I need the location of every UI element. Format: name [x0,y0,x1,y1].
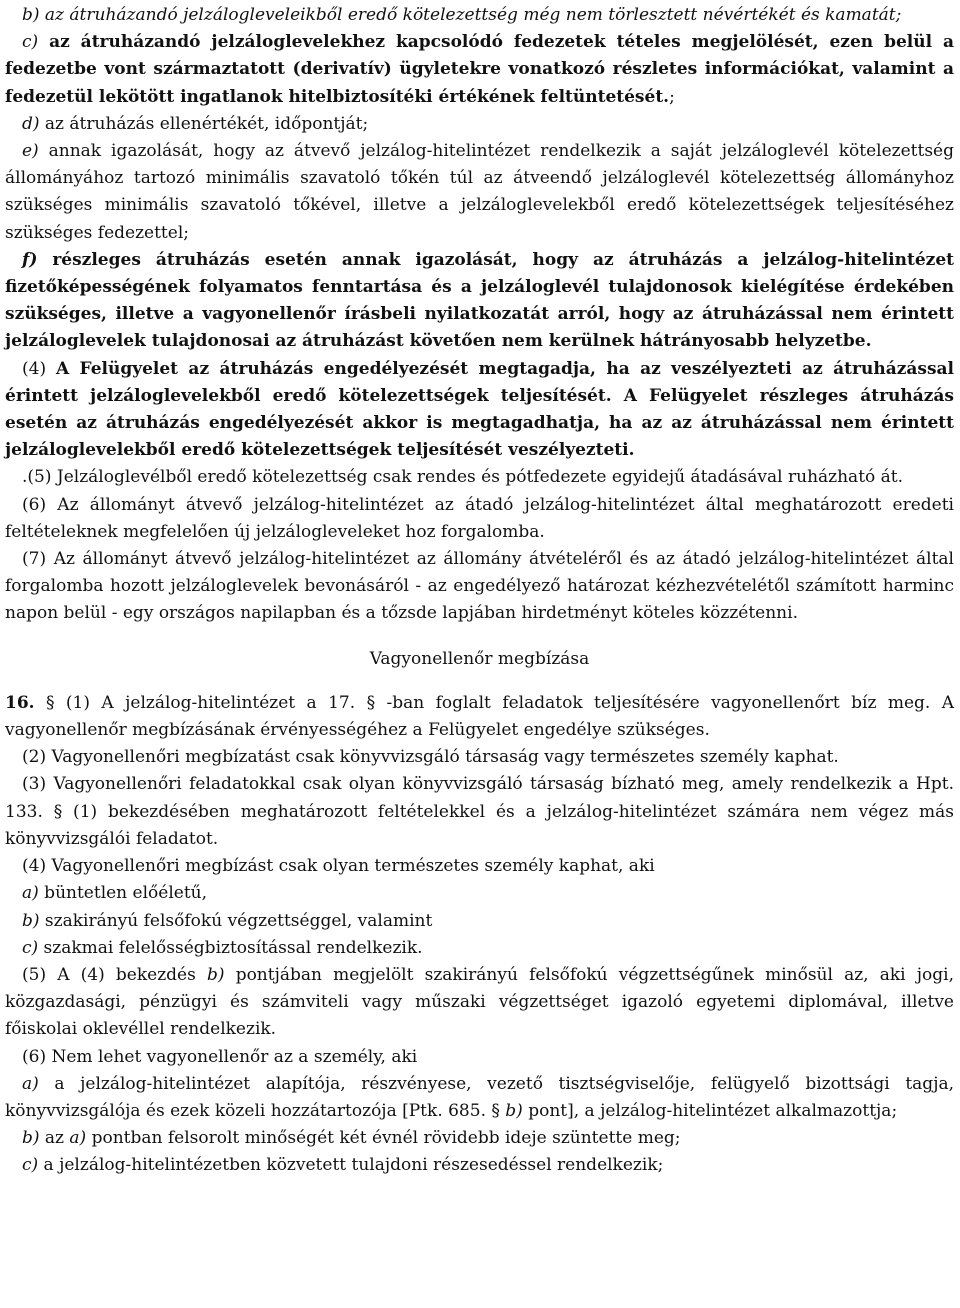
section-16-paragraph-1 [5,690,954,744]
text-segment: az átruházandó jelzálogleveleikből eredő kötelezettség még nem törlesztett névértékét és kamatát; [39,5,902,25]
text-segment: (3) Vagyonellenőri feladatokkal csak olyan könyvvizsgáló társaság bízható meg, amely rendelkezik a Hpt. 133. § (1) bekezdésében meghatározott feltételekkel és a jelzálog-hitelintézet számára nem végez más könyvvizsgálói feladatot. [5,774,954,849]
text-segment: pont], a jelzálog-hitelintézet alkalmazottja; [522,1100,898,1121]
paragraph-6 [5,492,954,546]
text-segment: a jelzálog-hitelintézetben közvetett tulajdoni részesedéssel rendelkezik; [38,1155,664,1176]
text-segment: részleges átruházás esetén annak igazolását, hogy az átruházás a jelzálog-hitelintézet fizetőképességének folyamatos fenntartása és a jelzáloglevél tulajdonosok kielégítése érdekében szükséges, illetve a vagyonellenőr írásbeli nyilatkozatát arról, hogy az átruházással nem érintett jelzáloglevelek tulajdonosai az átruházást követően nem kerülnek hátrányosabb helyzetbe. [5,249,954,352]
text-segment: b) [22,1128,40,1149]
text-segment: (6) Az állományt átvevő jelzálog-hitelintézet az átadó jelzálog-hitelintézet által meghatározott eredeti feltételeknek megfelelően új jelzálogleveleket hoz forgalomba. [5,494,954,542]
exclusion-c [5,1152,954,1179]
text-segment: az [39,1128,70,1149]
section-16-paragraph-5 [5,962,954,1044]
text-segment: szakmai felelősségbiztosítással rendelkezik. [38,937,423,958]
paragraph-4 [5,356,954,465]
text-segment: c) [22,32,39,53]
text-segment: (7) Az állományt átvevő jelzálog-hitelintézet az állomány átvételéről és az átadó jelzálog-hitelintézet által forgalomba hozott jelzáloglevelek bevonásáról - az engedélyező határozat kézhezvételétől számított harminc napon belül - egy országos napilapban és a tőzsde lapjában hirdetményt köteles közzétenni. [5,549,954,624]
text-segment: f) [22,249,38,270]
text-segment: büntetlen előéletű, [38,883,208,904]
item-b [5,908,954,935]
text-segment: b) [22,910,40,931]
text-segment: ; [669,86,675,107]
text-segment: szakirányú felsőfokú végzettséggel, valamint [39,910,433,931]
text-segment: d) [22,113,40,134]
text-segment: (2) Vagyonellenőri megbízatást csak könyvvizsgáló társaság vagy természetes személy kaphat. [22,747,839,768]
text-segment: pontban felsorolt minőségét két évnél rövidebb ideje szüntette meg; [86,1128,681,1149]
text-segment: annak igazolását, hogy az átvevő jelzálog-hitelintézet rendelkezik a saját jelzáloglevél kötelezettség állományához tartozó minimális szavatoló tőkén túl az átveendő jelzáloglevél kötelezettség állományhoz szükséges minimális szavatoló tőkével, illetve a jelzáloglevelekből eredő kötelezettségek teljesítéséhez szükséges fedezettel; [5,141,954,243]
text-segment: a) [22,883,39,904]
text-segment: b) [207,964,225,985]
text-segment: (4) Vagyonellenőri megbízást csak olyan természetes személy kaphat, aki [22,856,655,877]
item-c [5,935,954,962]
text-segment: c) [22,1155,39,1176]
text-segment: a jelzálog-hitelintézet alapítója, részvényese, vezető tisztségviselője, felügyelő bizottsági tagja, könyvvizsgálója és ezek közeli hozzátartozója [Ptk. 685. § [5,1073,954,1121]
text-segment: c) [22,937,39,958]
section-16-paragraph-2 [5,744,954,771]
text-segment: e) [22,141,39,162]
section-heading: Vagyonellenőr megbízása [369,648,590,669]
clause-c [5,29,954,111]
text-segment: b) [505,1100,523,1121]
paragraph-7 [5,546,954,628]
text-segment: pontjában megjelölt szakirányú felsőfokú végzettségűnek minősül az, aki jogi, közgazdasági, pénzügyi és számviteli vagy műszaki végzettséget igazoló egyetemi diplomával, illetve főiskolai oklevéllel rendelkezik. [5,964,955,1040]
text-segment: 16. [5,692,35,713]
text-segment: (4) [22,358,56,379]
text-segment: a) [22,1073,39,1094]
exclusion-a [5,1071,954,1125]
text-segment: .(5) Jelzáloglevélből eredő kötelezettség csak rendes és pótfedezete egyidejű átadásával ruházható át. [22,467,904,488]
clause-f [5,247,954,356]
text-segment: A Felügyelet az átruházás engedélyezését megtagadja, ha az veszélyezteti az átruházással érintett jelzáloglevelekből eredő kötelezettségek teljesítését. A Felügyelet részleges átruházás esetén az átruházás engedélyezését akkor is megtagadhatja, ha az az átruházással nem érintett jelzáloglevelekből eredő kötelezettségek teljesítését veszélyezteti. [5,358,954,461]
section-16-paragraph-6 [5,1044,954,1071]
section-16-paragraph-4 [5,853,954,880]
text-segment: b) [22,5,40,25]
section-16-paragraph-3 [5,771,954,853]
exclusion-b [5,1125,954,1152]
text-segment: (5) A (4) bekezdés [22,964,208,985]
text-segment: (6) Nem lehet vagyonellenőr az a személy, aki [22,1046,418,1067]
clause-d [5,111,954,138]
text-segment: az átruházás ellenértékét, időpontját; [39,113,369,134]
section-transfer-conditions [5,2,954,628]
paragraph-5 [5,464,954,491]
item-a [5,880,954,907]
text-segment: az átruházandó jelzáloglevelekhez kapcsolódó fedezetek tételes megjelölését, ezen belül a fedezetbe vont származtatott (derivatív) ügyletekre vonatkozó részletes információkat, valamint a fedezetül lekötött ingatlanok hitelbiztosítéki értékének feltüntetését. [5,32,954,107]
text-segment: § (1) A jelzálog-hitelintézet a 17. § -ban foglalt feladatok teljesítésére vagyonellenőrt bíz meg. A vagyonellenőr megbízásának érvényességéhez a Felügyelet engedélye szükséges. [5,692,954,741]
clause-b [5,2,954,29]
clause-e [5,138,954,247]
text-segment: a) [69,1128,87,1149]
section-auditor-appointment [5,690,954,1180]
